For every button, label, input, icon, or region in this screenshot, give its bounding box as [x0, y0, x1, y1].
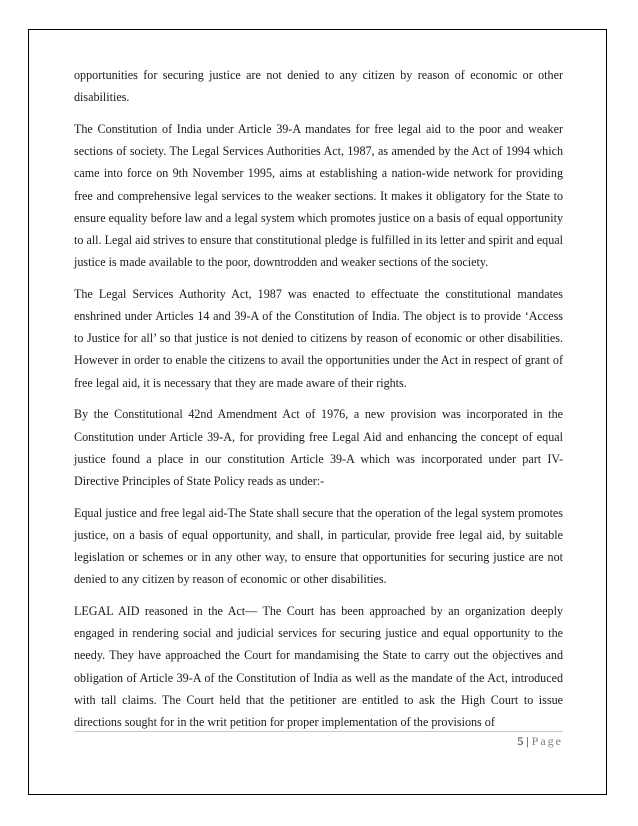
- page-footer: [517, 734, 563, 749]
- paragraph-legal-services-act: The Legal Services Authority Act, 1987 was enacted to effectuate the constitutional mandates enshrined under Articles 14 and 39-A of the Constitution of India. The object is to provide ‘Access to Justice for all’ so that justice is not denied to citizens by reason of economic or other disabilities. However in order to enable the citizens to avail the opportunities under the Act in respect of grant of free legal aid, it is necessary that they are made aware of their rights.: [74, 286, 563, 390]
- paragraph-42nd-amendment: By the Constitutional 42nd Amendment Act of 1976, a new provision was incorporated in the Constitution under Article 39-A, for providing free Legal Aid and enhancing the concept of equal justice found a place in our constitution Article 39-A which was incorporated under part IV-Directive Principles of State Policy reads as under:-: [74, 407, 563, 488]
- page-separator: |: [526, 734, 529, 748]
- footer-divider: [74, 731, 563, 732]
- paragraph-equal-justice: Equal justice and free legal aid-The State shall secure that the operation of the legal system promotes justice, on a basis of equal opportunity, and shall, in particular, provide free legal aid, by suitable legislation or schemes or in any other way, to ensure that opportunities for securing justice are not denied to any citizen by reason of economic or other disabilities.: [74, 505, 563, 587]
- paragraph-continuation: opportunities for securing justice are not denied to any citizen by reason of economic or other disabilities.: [74, 68, 563, 105]
- page-number: 5: [517, 734, 524, 748]
- paragraph-constitution-article-39a: The Constitution of India under Article 39-A mandates for free legal aid to the poor and weaker sections of society. The Legal Services Authorities Act, 1987, as amended by the Act of 1994 which came into force on 9th November 1995, aims at establishing a nation-wide network for providing free and comprehensive legal services to the weaker sections. It makes it obligatory for the State to ensure equality before law and a legal system which promotes justice on a basis of equal opportunity to all. Legal aid strives to ensure that constitutional pledge is fulfilled in its letter and spirit and equal justice is made available to the poor, downtrodden and weaker sections of the society.: [74, 121, 563, 270]
- document-body: [74, 64, 563, 743]
- paragraph-legal-aid-reasoned: LEGAL AID reasoned in the Act— The Court has been approached by an organization deeply engaged in rendering social and judicial services for securing justice and equal opportunity to the needy. They have approached the Court for mandamising the State to carry out the objectives and obligation of Article 39-A of the Constitution of India as well as the mandate of the Act, introduced with tall claims. The Court held that the petitioner are entitled to ask the High Court to issue directions sought for in the writ petition for proper implementation of the provisions of: [74, 603, 563, 729]
- page-label: Page: [531, 734, 563, 748]
